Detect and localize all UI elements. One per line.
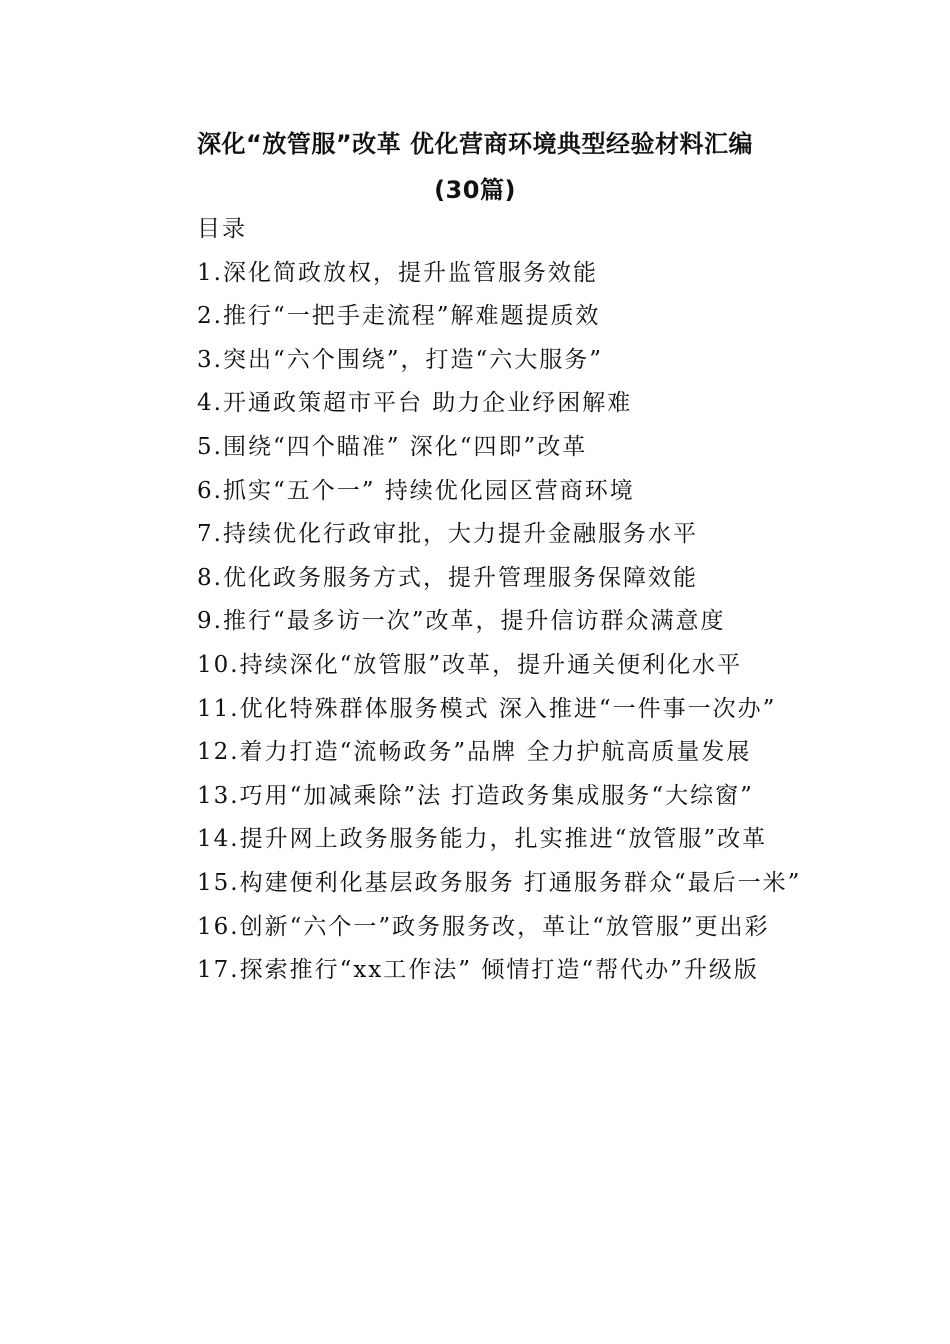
toc-item-1: 1.深化简政放权，提升监管服务效能 [197, 259, 598, 286]
toc-item-10: 10.持续深化“放管服”改革，提升通关便利化水平 [197, 651, 743, 678]
document-subtitle: (30篇) [434, 176, 516, 204]
toc-item-15: 15.构建便利化基层政务服务 打通服务群众“最后一米” [197, 869, 802, 896]
document-title: 深化“放管服”改革 优化营商环境典型经验材料汇编 [197, 130, 753, 158]
toc-item-8: 8.优化政务服务方式，提升管理服务保障效能 [197, 564, 698, 591]
toc-item-16: 16.创新“六个一”政务服务改，革让“放管服”更出彩 [197, 913, 770, 940]
toc-item-3: 3.突出“六个围绕”，打造“六大服务” [197, 346, 603, 373]
toc-item-17: 17.探索推行“xx工作法” 倾情打造“帮代办”升级版 [197, 957, 759, 984]
toc-item-6: 6.抓实“五个一” 持续优化园区营商环境 [197, 477, 635, 504]
toc-item-14: 14.提升网上政务服务能力，扎实推进“放管服”改革 [197, 826, 768, 853]
toc-item-13: 13.巧用“加减乘除”法 打造政务集成服务“大综窗” [197, 782, 754, 809]
table-of-contents [145, 208, 810, 993]
toc-item-7: 7.持续优化行政审批，大力提升金融服务水平 [197, 521, 698, 548]
toc-item-5: 5.围绕“四个瞄准” 深化“四即”改革 [197, 433, 588, 460]
toc-item-9: 9.推行“最多访一次”改革，提升信访群众满意度 [197, 608, 726, 635]
toc-heading: 目录 [197, 216, 247, 242]
toc-item-11: 11.优化特殊群体服务模式 深入推进“一件事一次办” [197, 695, 777, 722]
toc-item-2: 2.推行“一把手走流程”解难题提质效 [197, 303, 601, 330]
toc-item-12: 12.着力打造“流畅政务”品牌 全力护航高质量发展 [197, 739, 752, 766]
toc-item-4: 4.开通政策超市平台 助力企业纾困解难 [197, 390, 633, 417]
